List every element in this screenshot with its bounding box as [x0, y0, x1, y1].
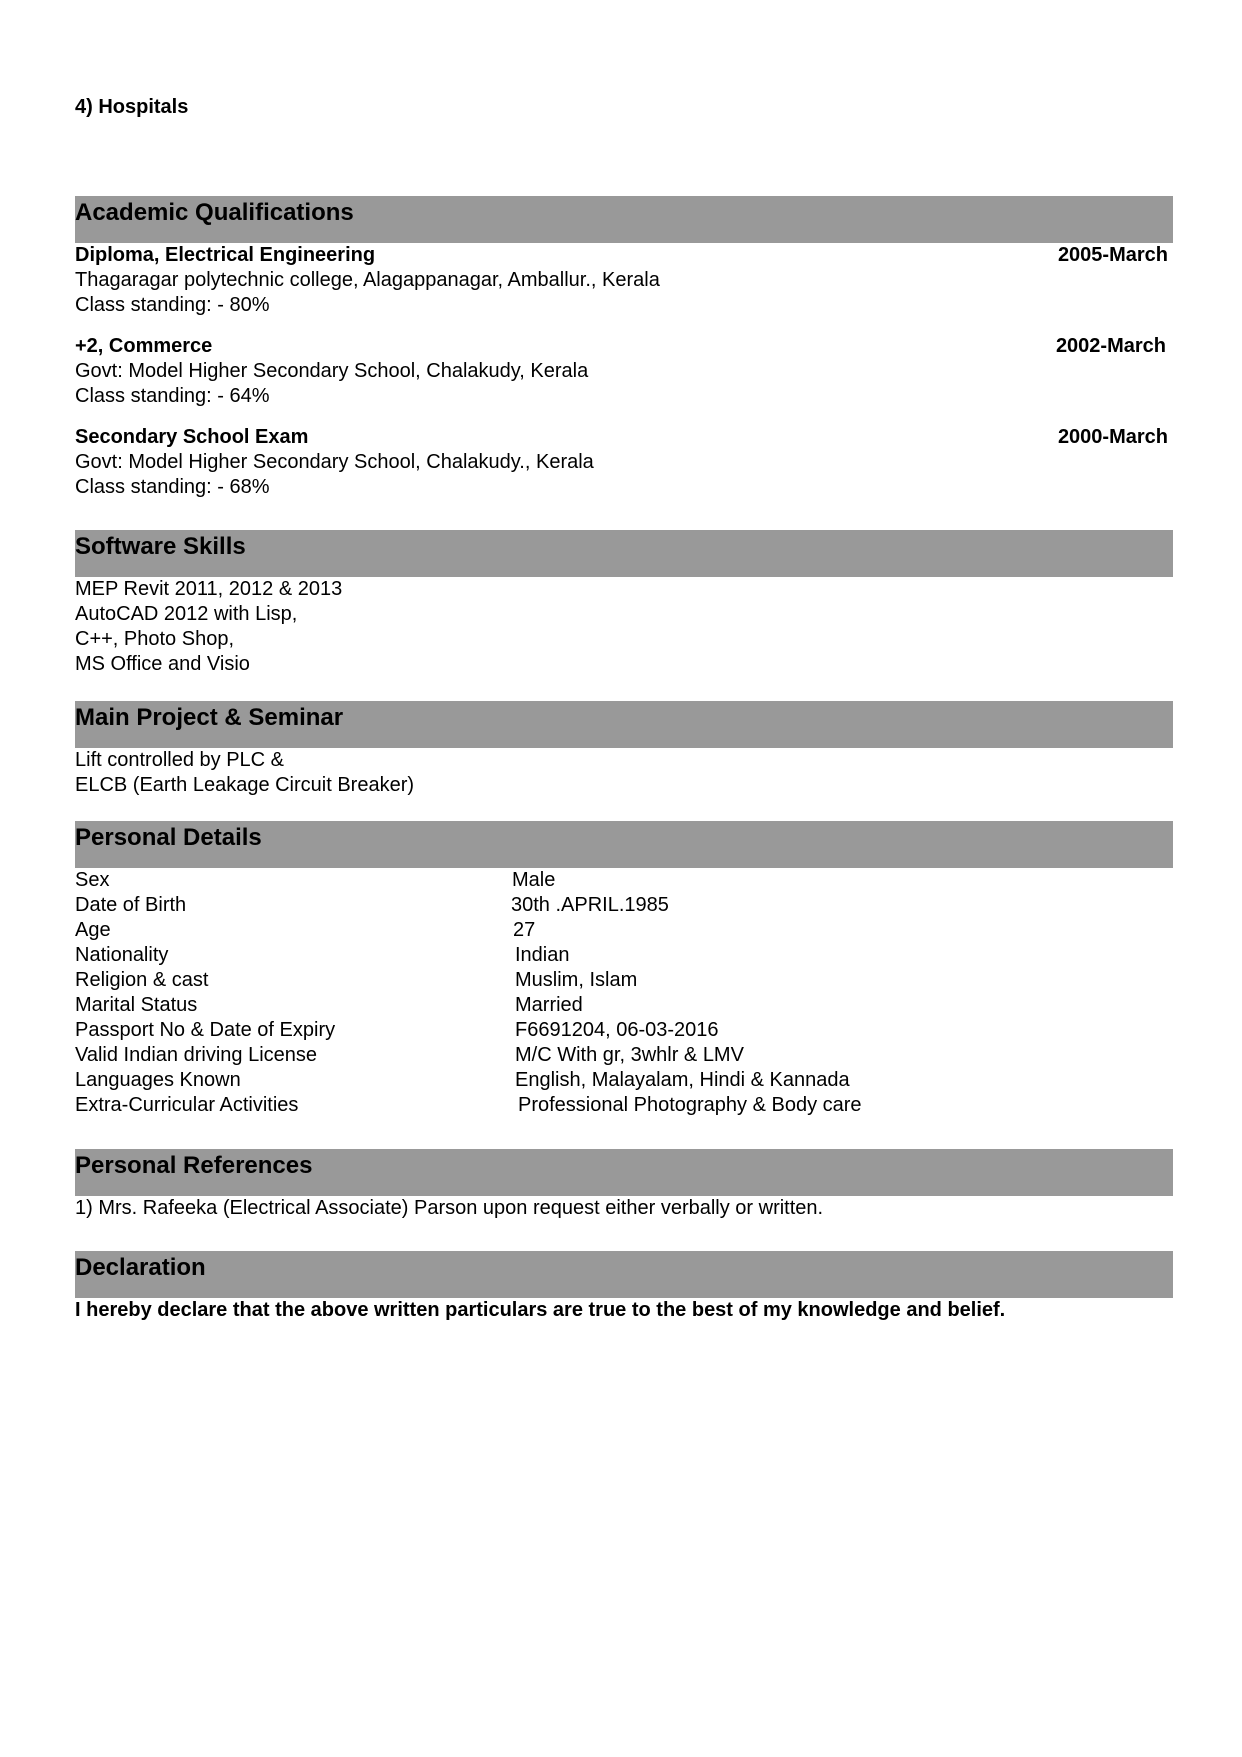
personal-section [75, 821, 1173, 1118]
project-heading: Main Project & Seminar [75, 701, 1173, 748]
personal-row-age [75, 918, 1173, 943]
qualification-entry [75, 334, 1173, 409]
personal-label: Extra-Curricular Activities [75, 1094, 299, 1116]
qualification-date: 2005-March [1057, 244, 1168, 266]
project-line: Lift controlled by PLC & [75, 749, 284, 771]
qualification-standing: Class standing: - 64% [75, 385, 270, 407]
project-section [75, 701, 1173, 798]
personal-row-nationality [75, 943, 1173, 968]
personal-row-religion [75, 968, 1173, 993]
references-heading: Personal References [75, 1149, 1173, 1196]
personal-label: Religion & cast [75, 969, 209, 991]
qualification-institution: Govt: Model Higher Secondary School, Chalakudy., Kerala [75, 451, 594, 473]
personal-value: 27 [513, 919, 536, 941]
personal-row-passport [75, 1018, 1173, 1043]
personal-value: Male [512, 869, 556, 891]
references-section [75, 1149, 1173, 1221]
qualification-degree: +2, Commerce [75, 335, 213, 357]
qualification-institution: Govt: Model Higher Secondary School, Chalakudy, Kerala [75, 360, 589, 382]
software-heading: Software Skills [75, 530, 1173, 577]
personal-label: Marital Status [75, 994, 198, 1016]
personal-row-marital-status [75, 993, 1173, 1018]
personal-value: F6691204, 06-03-2016 [515, 1019, 719, 1041]
personal-value: Professional Photography & Body care [518, 1094, 862, 1116]
software-skill: AutoCAD 2012 with Lisp, [75, 603, 298, 625]
project-line: ELCB (Earth Leakage Circuit Breaker) [75, 774, 415, 796]
qualification-standing: Class standing: - 68% [75, 476, 270, 498]
personal-label: Age [75, 919, 111, 941]
personal-value: Indian [515, 944, 570, 966]
list-item-hospitals: 4) Hospitals [75, 96, 189, 118]
personal-heading: Personal Details [75, 821, 1173, 868]
reference-text: 1) Mrs. Rafeeka (Electrical Associate) Parson upon request either verbally or written. [75, 1197, 824, 1219]
declaration-heading: Declaration [75, 1251, 1173, 1298]
qualification-date: 2000-March [1057, 426, 1168, 448]
qualification-degree: Diploma, Electrical Engineering [75, 244, 376, 266]
software-section [75, 530, 1173, 677]
qualification-entry [75, 243, 1173, 318]
software-skill: MEP Revit 2011, 2012 & 2013 [75, 578, 343, 600]
qualification-standing: Class standing: - 80% [75, 294, 270, 316]
declaration-section [75, 1251, 1173, 1323]
personal-row-dob [75, 893, 1173, 918]
personal-row-languages [75, 1068, 1173, 1093]
qualification-institution: Thagaragar polytechnic college, Alagappanagar, Amballur., Kerala [75, 269, 660, 291]
personal-value: 30th .APRIL.1985 [511, 894, 669, 916]
qualification-degree: Secondary School Exam [75, 426, 309, 448]
academic-heading: Academic Qualifications [75, 196, 1173, 243]
personal-value: Married [515, 994, 583, 1016]
personal-label: Valid Indian driving License [75, 1044, 318, 1066]
personal-row-sex [75, 868, 1173, 893]
personal-label: Passport No & Date of Expiry [75, 1019, 336, 1041]
personal-label: Date of Birth [75, 894, 187, 916]
personal-label: Nationality [75, 944, 169, 966]
software-skill: MS Office and Visio [75, 653, 250, 675]
qualification-entry [75, 425, 1173, 500]
software-skill: C++, Photo Shop, [75, 628, 235, 650]
personal-row-activities [75, 1093, 1173, 1118]
personal-label: Languages Known [75, 1069, 241, 1091]
personal-label: Sex [75, 869, 110, 891]
personal-value: Muslim, Islam [515, 969, 638, 991]
qualification-date: 2002-March [1055, 335, 1166, 357]
personal-value: English, Malayalam, Hindi & Kannada [515, 1069, 850, 1091]
declaration-text: I hereby declare that the above written particulars are true to the best of my knowledge and belief. [75, 1299, 1006, 1321]
personal-value: M/C With gr, 3whlr & LMV [515, 1044, 744, 1066]
academic-section [75, 196, 1173, 500]
personal-row-driving-license [75, 1043, 1173, 1068]
